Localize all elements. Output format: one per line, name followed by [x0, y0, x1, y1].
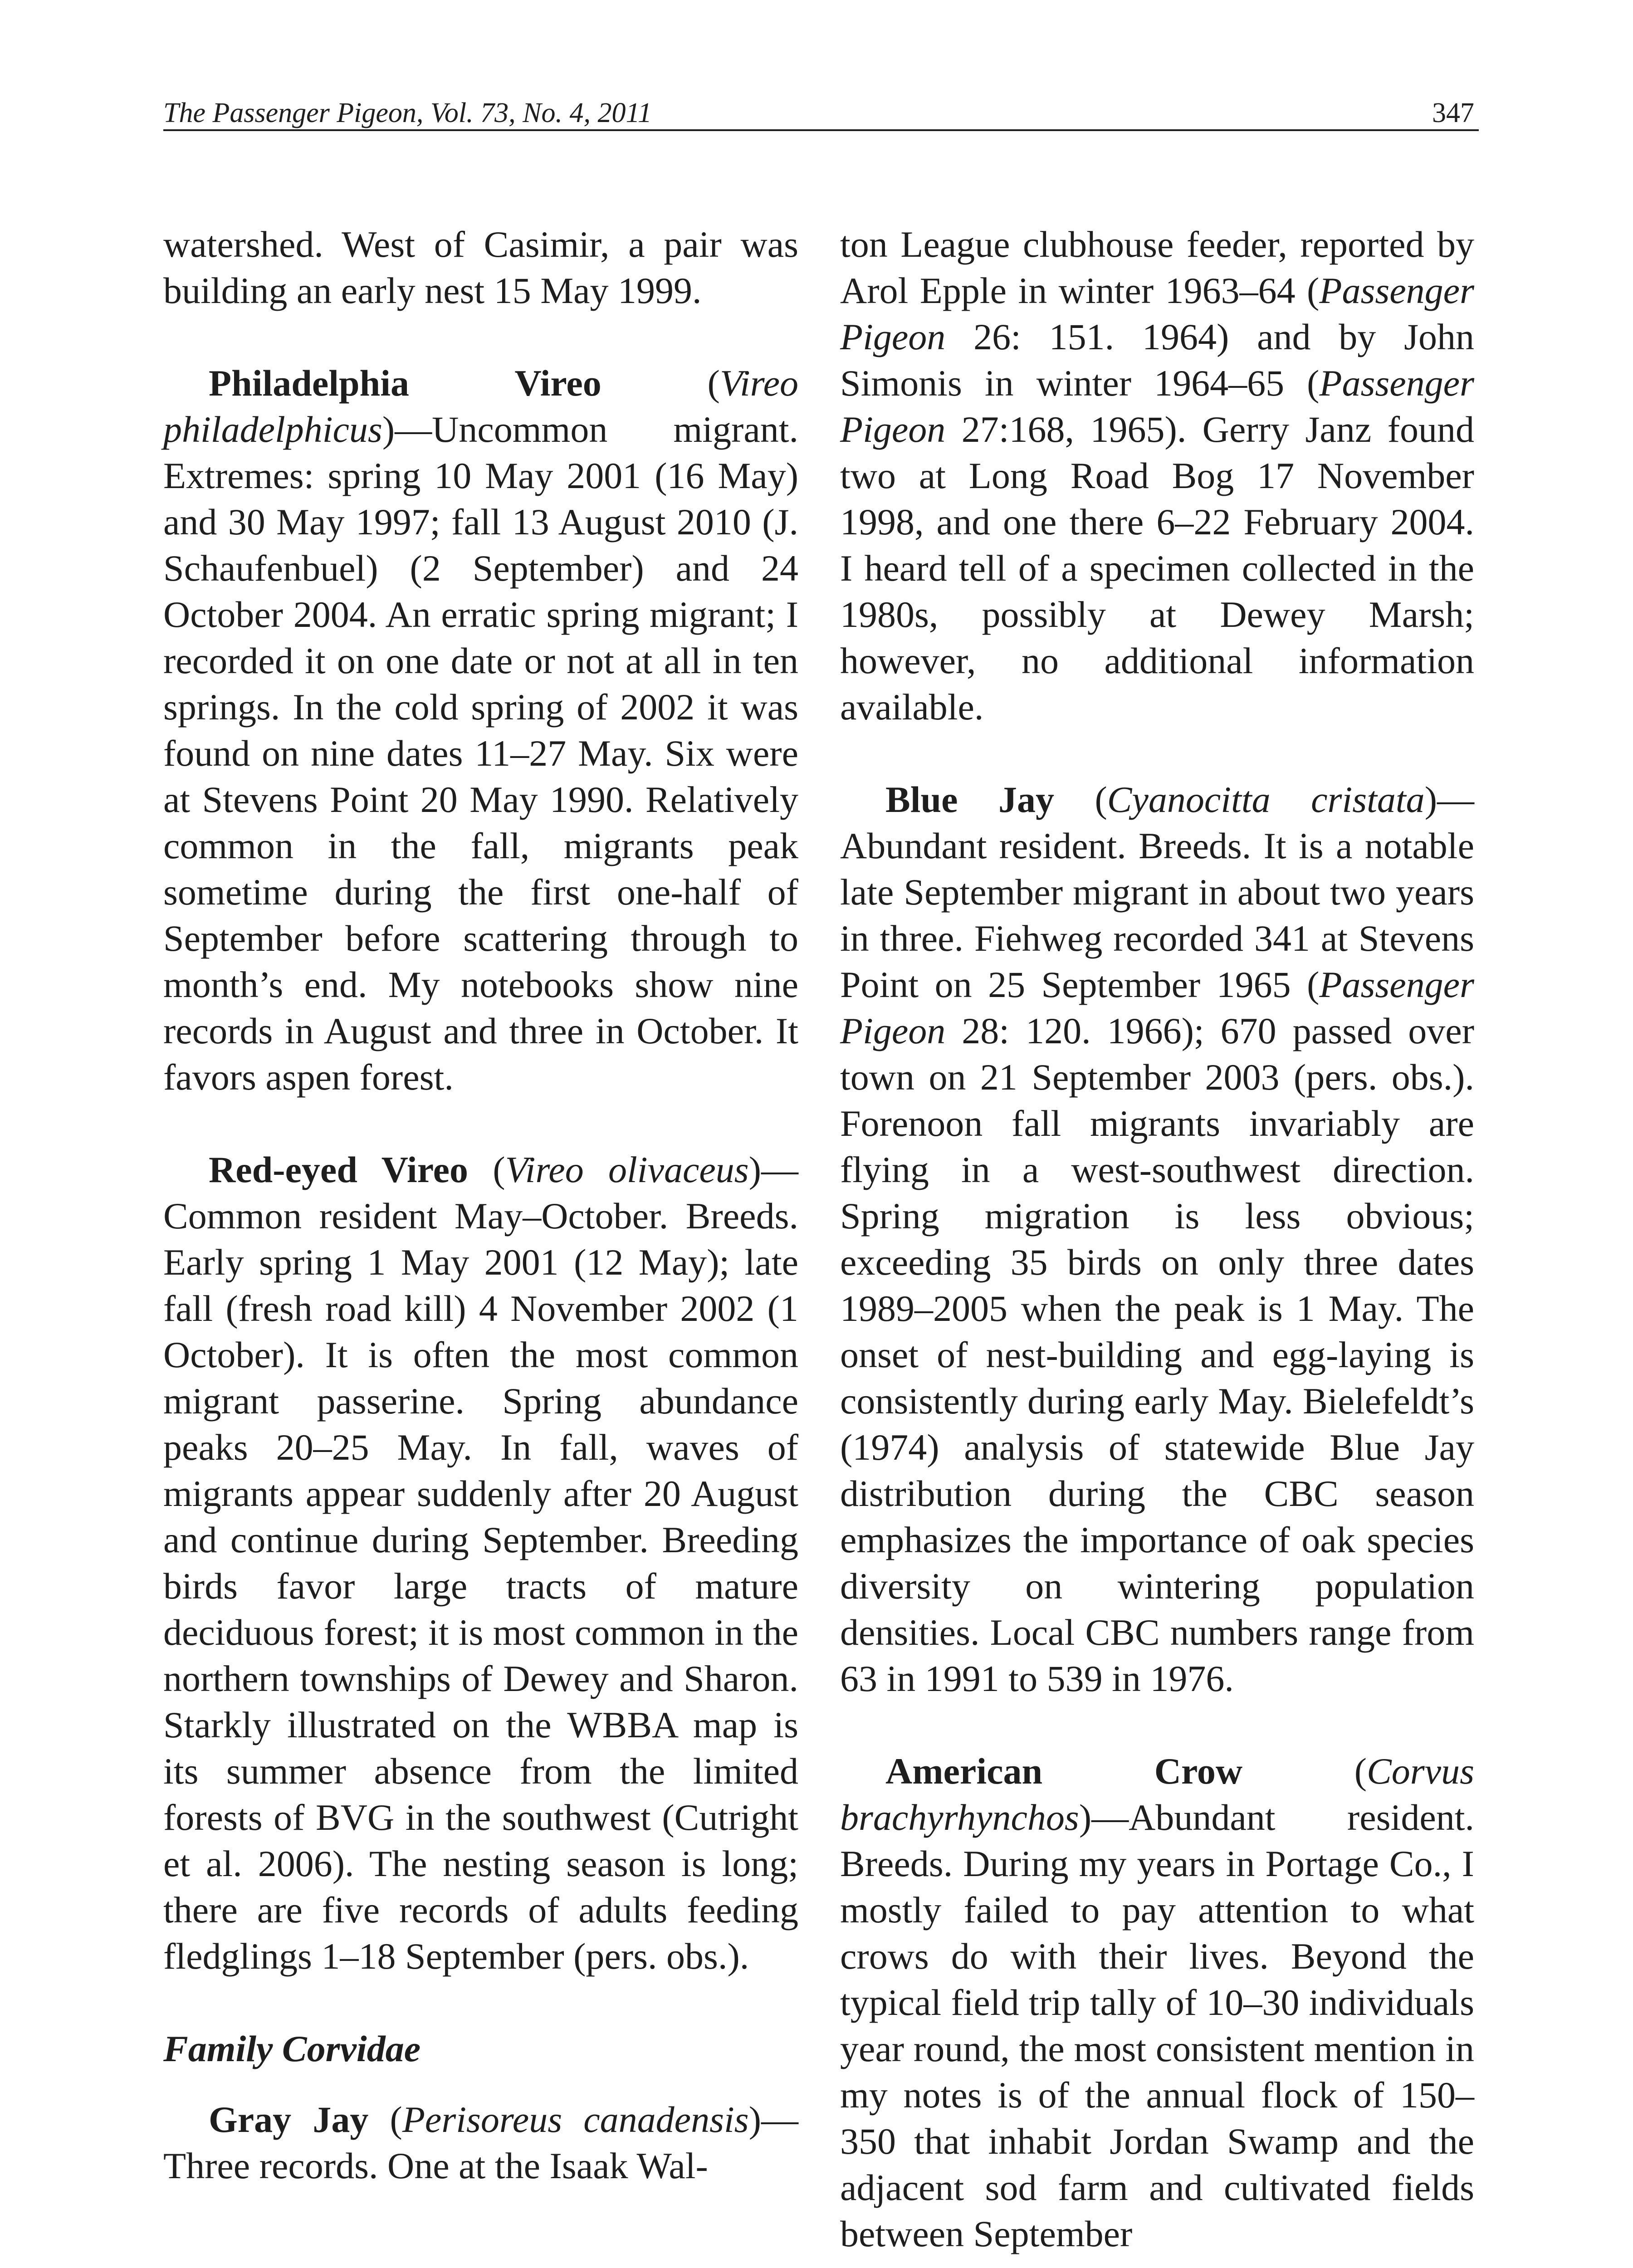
species-name: Red-eyed Vireo [209, 1149, 469, 1190]
journal-title: Passenger Pigeon [840, 964, 1474, 1051]
species-name: American Crow [885, 1750, 1243, 1792]
journal-title: Passenger Pigeon [840, 362, 1474, 450]
species-entry-gray-jay: Gray Jay (Perisoreus canadensis)—Three records. One at the Isaak Wal- [163, 2099, 798, 2186]
species-account-cont: 28: 120. 1966); 670 passed over town on 21 September 2003 (pers. obs.). Forenoon fall migrants invariably are flying in a west-southwest direction. Spring migration is less obvious; exceeding 35 birds on only three dates 1989–2005 when the peak is 1 May. The onset of nest-building and egg-laying is consistently during early May. Bielefeldt’s (1974) analysis of statewide Blue Jay distribution during the CBC season emphasizes the importance of oak species diversity on wintering population densities. Local CBC numbers range from 63 in 1991 to 539 in 1976. [840, 1010, 1474, 1699]
species-entry-blue-jay: Blue Jay (Cyanocitta cristata)—Abundant resident. Breeds. It is a notable late September migrant in about two years in three. Fiehweg recorded 341 at Stevens Point on 25 September 1965 (Passenger Pigeon 28: 120. 1966); 670 passed over town on 21 September 2003 (pers. obs.). Forenoon fall migrants invariably are flying in a west-southwest direction. Spring migration is less obvious; exceeding 35 birds on only three dates 1989–2005 when the peak is 1 May. The onset of nest-building and egg-laying is consistently during early May. Bielefeldt’s (1974) analysis of statewide Blue Jay distribution during the CBC season emphasizes the importance of oak species diversity on wintering population densities. Local CBC numbers range from 63 in 1991 to 539 in 1976. [840, 779, 1474, 1699]
left-column [163, 221, 798, 2189]
continued-paragraph: watershed. West of Casimir, a pair was building an early nest 15 May 1999. [163, 224, 798, 311]
page-number: 347 [1432, 98, 1474, 128]
species-account: —Common resident May–October. Breeds. Early spring 1 May 2001 (12 May); late fall (fresh road kill) 4 November 2002 (1 October). It is often the most common migrant passerine. Spring abundance peaks 20–25 May. In fall, waves of migrants appear suddenly after 20 August and continue during September. Breeding birds favor large tracts of mature deciduous forest; it is most common in the northern townships of Dewey and Sharon. Starkly illustrated on the WBBA map is its summer absence from the limited forests of BVG in the southwest (Cutright et al. 2006). The nesting season is long; there are five records of adults feeding fledglings 1–18 September (pers. obs.). [163, 1149, 798, 1977]
species-account: —Abundant resident. Breeds. During my years in Portage Co., I mostly failed to pay attention to what crows do with their lives. Beyond the typical field trip tally of 10–30 individuals year round, the most consistent mention in my notes is of the annual flock of 150–350 that inhabit Jordan Swamp and the adjacent sod farm and cultivated fields between September [840, 1797, 1474, 2254]
species-name: Philadelphia Vireo [209, 362, 601, 404]
right-column [840, 221, 1474, 2257]
continued-paragraph [840, 221, 1474, 730]
scientific-name: Perisoreus canadensis [402, 2099, 749, 2140]
scientific-name: Vireo olivaceus [505, 1149, 749, 1190]
species-name: Gray Jay [209, 2099, 369, 2140]
species-account: —Abundant resident. Breeds. It is a notable late September migrant in about two years in three. Fiehweg recorded 341 at Stevens Point on 25 September 1965 ( [840, 779, 1474, 1005]
journal-citation: The Passenger Pigeon, Vol. 73, No. 4, 2011 [163, 98, 652, 128]
text-run: 26: 151. 1964) and by John Simonis in winter 1964–65 ( [840, 316, 1474, 404]
scientific-name: Corvus brachyrhynchos [840, 1750, 1474, 1838]
text-run: ton League clubhouse feeder, reported by Arol Epple in winter 1963–64 ( [840, 224, 1474, 311]
text-run: 27:168, 1965). Gerry Janz found two at Long Road Bog 17 November 1998, and one there 6–22 February 2004. I heard tell of a specimen collected in the 1980s, possibly at Dewey Marsh; however, no additional information available. [840, 409, 1474, 728]
species-account: —Three records. One at the Isaak Wal- [163, 2099, 798, 2186]
species-account: —Uncommon migrant. Extremes: spring 10 May 2001 (16 May) and 30 May 1997; fall 13 August 2010 (J. Schaufenbuel) (2 September) and 24 October 2004. An erratic spring migrant; I recorded it on one date or not at all in ten springs. In the cold spring of 2002 it was found on nine dates 11–27 May. Six were at Stevens Point 20 May 1990. Relatively common in the fall, migrants peak sometime during the first one-half of September before scattering through to month’s end. My notebooks show nine records in August and three in October. It favors aspen forest. [163, 409, 798, 1098]
header-rule [163, 129, 1479, 131]
running-header [163, 88, 1474, 129]
species-entry-american-crow: American Crow (Corvus brachyrhynchos)—Abundant resident. Breeds. During my years in Portage Co., I mostly failed to pay attention to what crows do with their lives. Beyond the typical field trip tally of 10–30 individuals year round, the most consistent mention in my notes is of the annual flock of 150–350 that inhabit Jordan Swamp and the adjacent sod farm and cultivated fields between September [840, 1750, 1474, 2254]
scientific-name: Vireo philadelphicus [163, 362, 798, 450]
scientific-name: Cyanocitta cristata [1107, 779, 1425, 820]
species-entry-red-eyed-vireo: Red-eyed Vireo (Vireo olivaceus)—Common resident May–October. Breeds. Early spring 1 May 2001 (12 May); late fall (fresh road kill) 4 November 2002 (1 October). It is often the most common migrant passerine. Spring abundance peaks 20–25 May. In fall, waves of migrants appear suddenly after 20 August and continue during September. Breeding birds favor large tracts of mature deciduous forest; it is most common in the northern townships of Dewey and Sharon. Starkly illustrated on the WBBA map is its summer absence from the limited forests of BVG in the southwest (Cutright et al. 2006). The nesting season is long; there are five records of adults feeding fledglings 1–18 September (pers. obs.). [163, 1149, 798, 1977]
species-name: Blue Jay [885, 779, 1054, 820]
family-heading: Family Corvidae [163, 2028, 421, 2069]
species-entry-philadelphia-vireo: Philadelphia Vireo (Vireo philadelphicus)—Uncommon migrant. Extremes: spring 10 May 2001 (16 May) and 30 May 1997; fall 13 August 2010 (J. Schaufenbuel) (2 September) and 24 October 2004. An erratic spring migrant; I recorded it on one date or not at all in ten springs. In the cold spring of 2002 it was found on nine dates 11–27 May. Six were at Stevens Point 20 May 1990. Relatively common in the fall, migrants peak sometime during the first one-half of September before scattering through to month’s end. My notebooks show nine records in August and three in October. It favors aspen forest. [163, 362, 798, 1098]
journal-title: Passenger Pigeon [840, 270, 1474, 357]
